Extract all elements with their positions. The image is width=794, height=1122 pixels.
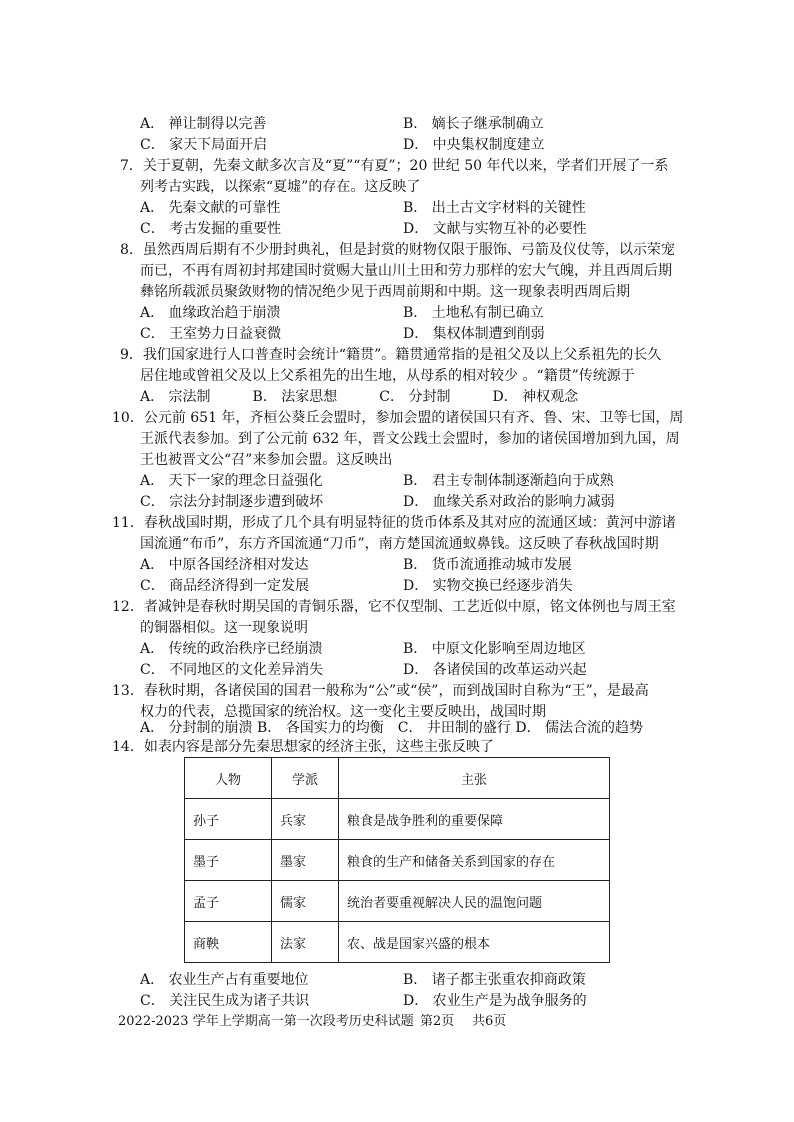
footer-page-number: 第2页 — [420, 1014, 455, 1029]
table-cell: 粮食是战争胜利的重要保障 — [339, 799, 610, 840]
table-cell: 法家 — [272, 922, 339, 963]
q12-option-b: B． 中原文化影响至周边地区 — [403, 641, 586, 657]
q11-option-c: C． 商品经济得到一定发展 — [140, 578, 310, 594]
q11-option-d: D． 实物交换已经逐步消失 — [403, 578, 573, 594]
table-cell: 粮食的生产和储备关系到国家的存在 — [339, 840, 610, 881]
q10-option-a: A． 天下一家的理念日益强化 — [140, 473, 323, 489]
q10-stem-line-2: 王派代表参加。到了公元前 632 年，晋文公践土会盟时，参加的诸侯国增加到九国，周 — [140, 431, 680, 447]
q11-option-a: A． 中原各国经济相对发达 — [140, 557, 309, 573]
thinkers-table — [184, 757, 610, 963]
q11-stem-line-2: 国流通“布币”，东方齐国流通“刀币”，南方楚国流通蚁鼻钱。这反映了春秋战国时期 — [140, 536, 659, 552]
table-cell: 墨子 — [185, 840, 272, 881]
table-header-person: 人物 — [185, 758, 272, 799]
q8-option-c: C． 王室势力日益衰微 — [140, 326, 282, 342]
q7-option-c: C． 考古发掘的重要性 — [140, 221, 282, 237]
q8-option-a: A． 血缘政治趋于崩溃 — [140, 305, 281, 321]
q8-option-d: D． 集权体制遭到削弱 — [403, 326, 545, 342]
table-cell: 统治者要重视解决人民的温饱问题 — [339, 881, 610, 922]
q10-stem-line-1: 10．公元前 651 年，齐桓公葵丘会盟时，参加会盟的诸侯国只有齐、鲁、宋、卫等七国，周 — [112, 410, 684, 426]
q14-option-b: B． 诸子都主张重农抑商政策 — [403, 972, 586, 988]
q13-stem-line-2: 权力的代表，总揽国家的统治权。这一变化主要反映出，战国时期 — [140, 704, 546, 720]
table-header-row — [185, 758, 610, 799]
q11-stem-line-1: 11．春秋战国时期，形成了几个具有明显特征的货币体系及其对应的流通区域：黄河中游诸 — [112, 515, 676, 531]
table-row — [185, 922, 610, 963]
table-row — [185, 881, 610, 922]
q8-option-b: B． 土地私有制已确立 — [403, 305, 544, 321]
q13-options: A． 分封制的崩溃 B． 各国实力的均衡 C． 井田制的盛行 D． 儒法合流的趋势 — [140, 720, 644, 736]
q7-stem-line-1: 7．关于夏朝，先秦文献多次言及“夏”“有夏”；20 世纪 50 年代以来，学者们开展了一系 — [120, 158, 669, 174]
table-cell: 兵家 — [272, 799, 339, 840]
table-cell: 孙子 — [185, 799, 272, 840]
q8-stem-line-3: 彝铭所载派员聚敛财物的情况绝少见于西周前期和中期。这一现象表明西周后期 — [140, 284, 630, 300]
q7-stem-line-2: 列考古实践，以探索“夏墟”的存在。这反映了 — [140, 179, 421, 195]
q6-option-d: D． 中央集权制度建立 — [403, 137, 545, 153]
q12-stem-line-1: 12．者减钟是春秋时期吴国的青铜乐器，它不仅型制、工艺近似中原，铭文体例也与周王室 — [112, 599, 676, 615]
q7-option-b: B． 出土古文字材料的关键性 — [403, 200, 586, 216]
q9-stem-line-1: 9．我们国家进行人口普查时会统计“籍贯”。籍贯通常指的是祖父及以上父系祖先的长久 — [120, 347, 662, 363]
q7-option-a: A． 先秦文献的可靠性 — [140, 200, 281, 216]
q9-options: A． 宗法制 B． 法家思想 C． 分封制 D． 神权观念 — [140, 389, 579, 405]
q10-option-d: D． 血缘关系对政治的影响力减弱 — [403, 494, 615, 510]
table-cell: 农、战是国家兴盛的根本 — [339, 922, 610, 963]
table-header-school: 学派 — [272, 758, 339, 799]
q12-option-a: A． 传统的政治秩序已经崩溃 — [140, 641, 323, 657]
q10-option-b: B． 君主专制体制逐渐趋向于成熟 — [403, 473, 614, 489]
q8-stem-line-2: 而已，不再有周初封邦建国时赏赐大量山川土田和劳力那样的宏大气魄，并且西周后期 — [140, 263, 672, 279]
q14-option-a: A． 农业生产占有重要地位 — [140, 972, 309, 988]
q7-option-d: D． 文献与实物互补的必要性 — [403, 221, 587, 237]
q6-option-b: B． 嫡长子继承制确立 — [403, 116, 544, 132]
q12-option-c: C． 不同地区的文化差异消失 — [140, 662, 324, 678]
table-header-view: 主张 — [339, 758, 610, 799]
q9-stem-line-2: 居住地或曾祖父及以上父系祖先的出生地，从母系的相对较少 。“籍贯”传统源于 — [140, 368, 635, 384]
footer-total-pages: 共6页 — [472, 1014, 507, 1029]
table-cell: 墨家 — [272, 840, 339, 881]
q14-option-c: C． 关注民生成为诸子共识 — [140, 993, 310, 1009]
q6-option-c: C． 家天下局面开启 — [140, 137, 268, 153]
q13-stem-line-1: 13．春秋时期，各诸侯国的国君一般称为“公”或“侯”，而到战国时自称为“王”，是最高 — [112, 683, 649, 699]
q10-option-c: C． 宗法分封制逐步遭到破坏 — [140, 494, 324, 510]
q11-option-b: B． 货币流通推动城市发展 — [403, 557, 572, 573]
q14-option-d: D． 农业生产是为战争服务的 — [403, 993, 587, 1009]
q12-stem-line-2: 的铜器相似。这一现象说明 — [140, 620, 308, 636]
table-cell: 商鞅 — [185, 922, 272, 963]
table-row — [185, 840, 610, 881]
table-cell: 孟子 — [185, 881, 272, 922]
footer-title: 2022-2023 学年上学期高一第一次段考历史科试题 — [118, 1014, 414, 1029]
q10-stem-line-3: 王也被晋文公“召”来参加会盟。这反映出 — [140, 452, 393, 468]
table-row — [185, 799, 610, 840]
table-cell: 儒家 — [272, 881, 339, 922]
q14-stem: 14．如表内容是部分先秦思想家的经济主张，这些主张反映了 — [112, 739, 494, 755]
q8-stem-line-1: 8．虽然西周后期有不少册封典礼，但是封赏的财物仅限于服饰、弓箭及仪仗等，以示荣宠 — [120, 242, 675, 258]
q6-option-a: A． 禅让制得以完善 — [140, 116, 267, 132]
q12-option-d: D． 各诸侯国的改革运动兴起 — [403, 662, 587, 678]
